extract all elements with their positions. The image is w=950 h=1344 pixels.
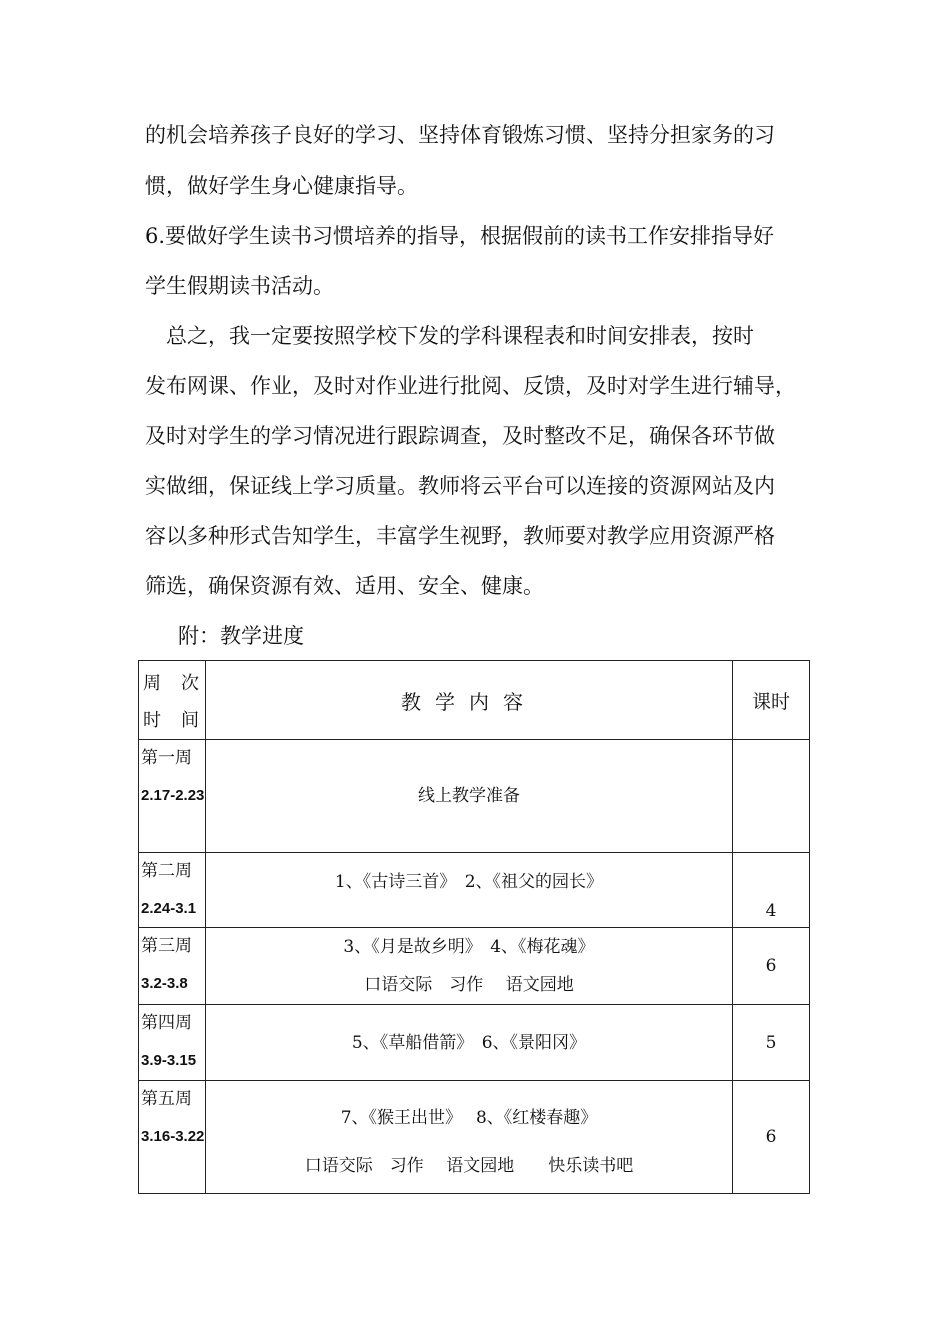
- header-hours-cell: [733, 661, 810, 740]
- week-label: 第四周: [141, 1013, 192, 1033]
- date-range: 2.24-3.1: [141, 900, 197, 917]
- teaching-schedule-table: [138, 660, 810, 1194]
- lesson-line: 7、《猴王出世》 8、《红楼春趣》: [340, 1108, 598, 1128]
- paragraph-line: 发布网课、作业，及时对作业进行批阅、反馈，及时对学生进行辅导，: [145, 374, 796, 398]
- header-week-cell: [139, 661, 206, 740]
- content-cell: [206, 1081, 733, 1194]
- table-row: [139, 1005, 810, 1081]
- lesson-line: 口语交际 习作 语文园地: [364, 975, 574, 995]
- content-cell: [206, 928, 733, 1005]
- hours-cell: 4: [733, 853, 810, 928]
- hours-cell: [733, 740, 810, 853]
- date-range: 3.16-3.22: [141, 1128, 205, 1145]
- week-cell: [139, 1005, 206, 1081]
- hours-cell: 6: [733, 1081, 810, 1194]
- date-range: 3.9-3.15: [141, 1052, 197, 1069]
- paragraph-line: 的机会培养孩子良好的学习、坚持体育锻炼习惯、坚持分担家务的习: [145, 123, 775, 147]
- week-cell: [139, 853, 206, 928]
- content-cell: [206, 1005, 733, 1081]
- table-row: [139, 1081, 810, 1194]
- hours-cell: 5: [733, 1005, 810, 1081]
- paragraph-line: 学生假期读书活动。: [145, 274, 334, 298]
- header-time-label: 时: [143, 710, 161, 731]
- hours-cell: 6: [733, 928, 810, 1005]
- date-range: 2.17-2.23: [141, 787, 205, 804]
- week-cell: [139, 928, 206, 1005]
- header-time-label: 间: [181, 710, 199, 731]
- week-label: 第五周: [141, 1089, 192, 1109]
- week-cell: [139, 1081, 206, 1194]
- lesson-line: 3、《月是故乡明》 4、《梅花魂》: [343, 937, 595, 957]
- week-label: 第三周: [141, 936, 192, 956]
- week-cell: [139, 740, 206, 853]
- paragraph-line: 6.要做好学生读书习惯培养的指导，根据假前的读书工作安排指导好: [145, 224, 775, 248]
- header-week-label: 周: [143, 673, 161, 694]
- paragraph-line: 及时对学生的学习情况进行跟踪调查，及时整改不足，确保各环节做: [145, 424, 775, 448]
- lesson-line: 1、《古诗三首》 2、《祖父的园长》: [334, 872, 604, 892]
- appendix-title: 附：教学进度: [178, 624, 304, 648]
- header-hours-label: 课时: [751, 690, 790, 713]
- week-label: 第二周: [141, 861, 192, 881]
- header-week-label: 次: [181, 673, 199, 694]
- header-content-label: 教学内容: [401, 689, 537, 714]
- table-row: [139, 853, 810, 928]
- table-row: [139, 740, 810, 853]
- week-label: 第一周: [141, 748, 192, 768]
- paragraph-line: 总之，我一定要按照学校下发的学科课程表和时间安排表，按时: [145, 324, 754, 348]
- lesson-line: 口语交际 习作 语文园地 快乐读书吧: [304, 1156, 634, 1176]
- content-cell: [206, 740, 733, 853]
- header-content-cell: [206, 661, 733, 740]
- table-row: [139, 928, 810, 1005]
- table-header-row: [139, 661, 810, 740]
- paragraph-line: 惯，做好学生身心健康指导。: [145, 174, 418, 198]
- lesson-line: 线上教学准备: [418, 786, 520, 806]
- paragraph-line: 筛选，确保资源有效、适用、安全、健康。: [145, 574, 544, 598]
- paragraph-line: 实做细，保证线上学习质量。教师将云平台可以连接的资源网站及内: [145, 474, 775, 498]
- date-range: 3.2-3.8: [141, 975, 188, 992]
- content-cell: [206, 853, 733, 928]
- paragraph-line: 容以多种形式告知学生，丰富学生视野，教师要对教学应用资源严格: [145, 524, 775, 548]
- lesson-line: 5、《草船借箭》 6、《景阳冈》: [351, 1032, 587, 1053]
